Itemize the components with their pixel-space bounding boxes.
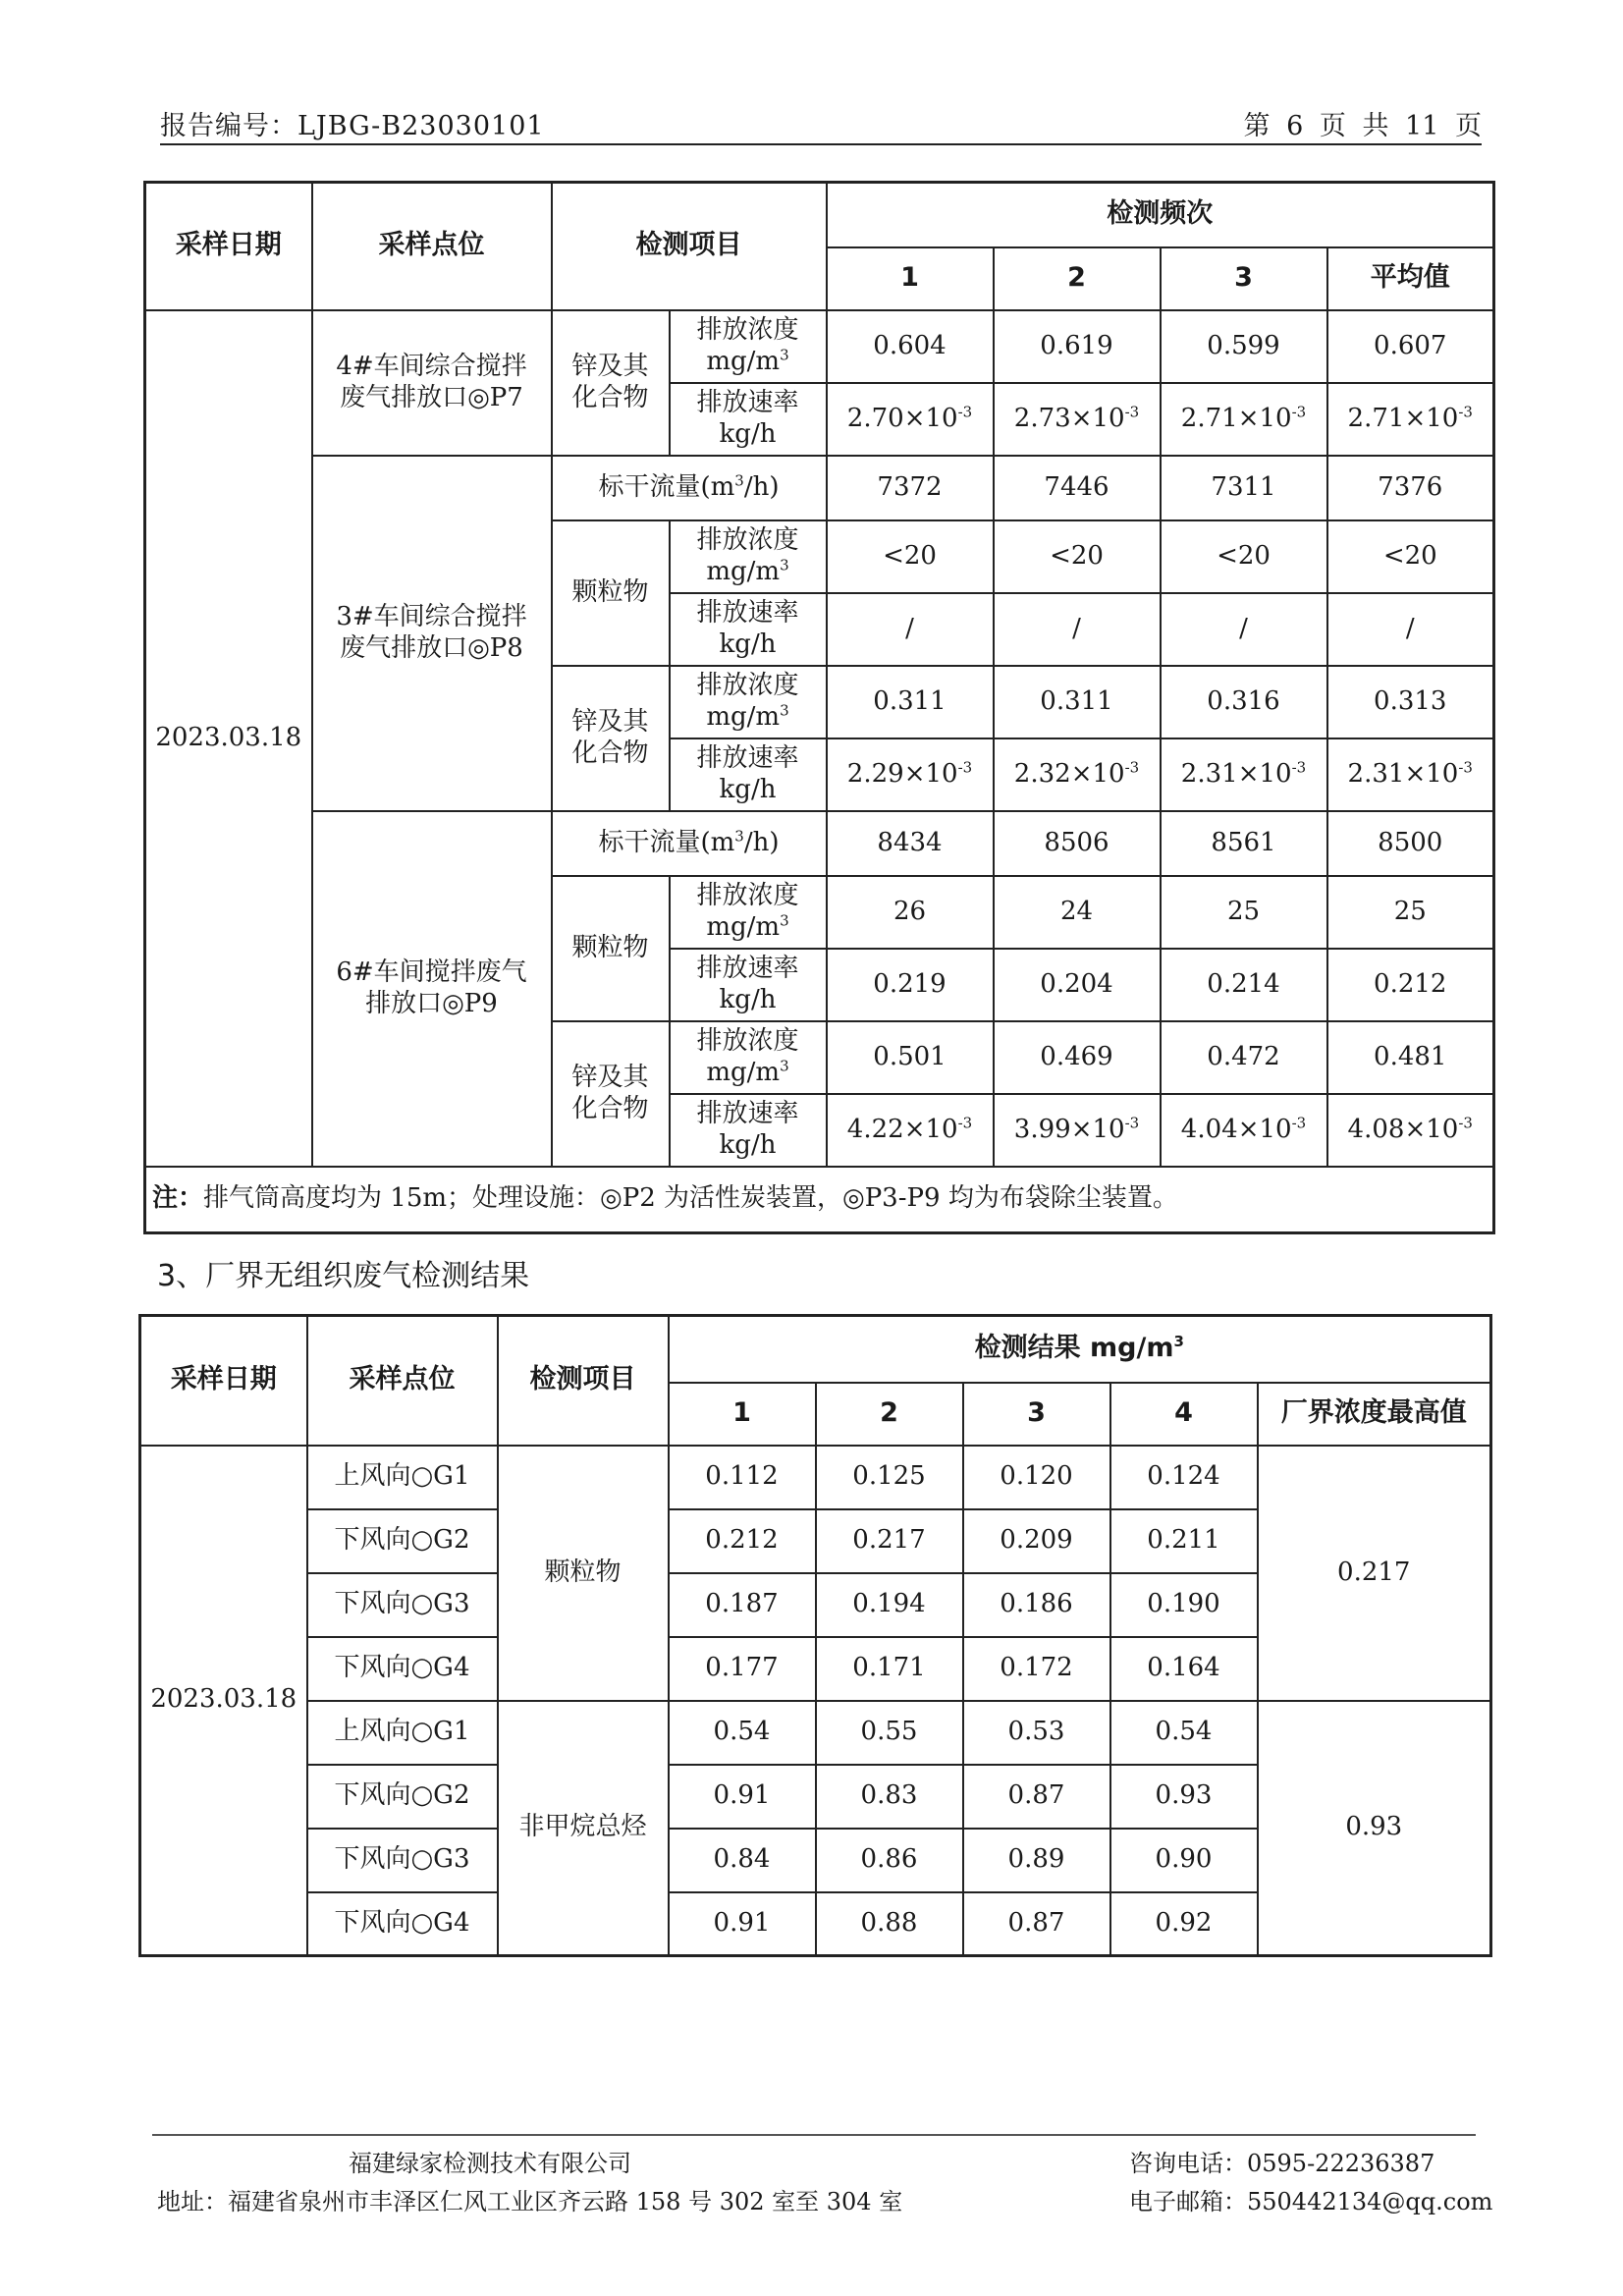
value: 7446 [994,456,1161,520]
value: 0.89 [963,1829,1110,1892]
item-particulate: 颗粒物 [552,520,670,666]
header-run-2: 2 [816,1383,963,1446]
value: 0.212 [1327,949,1494,1021]
value: 0.313 [1327,666,1494,738]
value: $4.04\times 10^{-3}$ [1161,1094,1327,1167]
value: $2.31\times 10^{-3}$ [1327,738,1494,811]
value: 0.164 [1110,1637,1258,1701]
header-result: 检测结果 $mg/m^3$ [669,1316,1491,1383]
label-rate: 排放速率 kg/h [670,593,827,666]
value: $2.71\times 10^{-3}$ [1161,383,1327,456]
point: 下风向○G2 [307,1509,498,1573]
value: 0.91 [669,1892,816,1956]
value: 0.481 [1327,1021,1494,1094]
value: $4.22\times 10^{-3}$ [827,1094,994,1167]
item-particulate: 颗粒物 [498,1446,669,1701]
value: 0.93 [1110,1765,1258,1829]
value: 7311 [1161,456,1327,520]
value: 0.186 [963,1573,1110,1637]
label-rate: 排放速率 kg/h [670,1094,827,1167]
value: $2.31\times 10^{-3}$ [1161,738,1327,811]
value: 0.316 [1161,666,1327,738]
value: $2.70\times 10^{-3}$ [827,383,994,456]
value: 0.55 [816,1701,963,1765]
value: 0.194 [816,1573,963,1637]
header-date: 采样日期 [145,183,312,310]
page-indicator: 第 6 页 共 11 页 [1243,111,1482,141]
value: / [994,593,1161,666]
max-value: 0.217 [1258,1446,1491,1701]
point: 下风向○G2 [307,1765,498,1829]
label-rate: 排放速率 kg/h [670,949,827,1021]
value: 0.212 [669,1509,816,1573]
value: 0.604 [827,310,994,383]
sample-date: 2023.03.18 [140,1446,307,1956]
value: 0.607 [1327,310,1494,383]
point-p8: 3#车间综合搅拌废气排放口◎P8 [312,456,552,811]
value: 0.599 [1161,310,1327,383]
value: 0.91 [669,1765,816,1829]
label-concentration: 排放浓度 $mg/m^3$ [670,666,827,738]
header-run-2: 2 [994,247,1161,310]
point-p9: 6#车间搅拌废气排放口◎P9 [312,811,552,1167]
point: 下风向○G4 [307,1637,498,1701]
value: 0.112 [669,1446,816,1509]
value: 8561 [1161,811,1327,876]
value: 0.88 [816,1892,963,1956]
footer-email: 电子邮箱：550442134@qq.com [1129,2188,1493,2215]
value: 0.619 [994,310,1161,383]
value: 0.219 [827,949,994,1021]
point: 下风向○G3 [307,1573,498,1637]
header-run-3: 3 [1161,247,1327,310]
footer-phone: 咨询电话：0595-22236387 [1129,2150,1435,2177]
value: $3.99\times 10^{-3}$ [994,1094,1161,1167]
value: <20 [994,520,1161,593]
value: 0.54 [1110,1701,1258,1765]
header-max: 厂界浓度最高值 [1258,1383,1491,1446]
value: 0.204 [994,949,1161,1021]
max-value: 0.93 [1258,1701,1491,1956]
label-rate: 排放速率 kg/h [670,383,827,456]
value: 0.311 [827,666,994,738]
header-run-3: 3 [963,1383,1110,1446]
value: / [1327,593,1494,666]
value: <20 [1161,520,1327,593]
label-flow: 标干流量$(m^3/h)$ [552,811,827,876]
value: 0.171 [816,1637,963,1701]
value: $2.32\times 10^{-3}$ [994,738,1161,811]
value: / [827,593,994,666]
header-average: 平均值 [1327,247,1494,310]
point: 下风向○G3 [307,1829,498,1892]
value: 0.84 [669,1829,816,1892]
header-point: 采样点位 [307,1316,498,1446]
item-zinc: 锌及其化合物 [552,1021,670,1167]
value: 0.92 [1110,1892,1258,1956]
value: 0.90 [1110,1829,1258,1892]
value: 0.124 [1110,1446,1258,1509]
header-point: 采样点位 [312,183,552,310]
page-header [160,100,1482,145]
value: 0.211 [1110,1509,1258,1573]
value: 0.187 [669,1573,816,1637]
header-date: 采样日期 [140,1316,307,1446]
value: 0.177 [669,1637,816,1701]
header-item: 检测项目 [552,183,827,310]
point-p7: 4#车间综合搅拌废气排放口◎P7 [312,310,552,456]
label-flow: 标干流量$(m^3/h)$ [552,456,827,520]
footer-address: 地址：福建省泉州市丰泽区仁风工业区齐云路 158 号 302 室至 304 室 [157,2188,903,2215]
label-concentration: 排放浓度 $mg/m^3$ [670,520,827,593]
value: 0.54 [669,1701,816,1765]
header-run-1: 1 [669,1383,816,1446]
value: 8434 [827,811,994,876]
label-concentration: 排放浓度 $mg/m^3$ [670,876,827,949]
value: 0.87 [963,1765,1110,1829]
value: 0.469 [994,1021,1161,1094]
value: $2.73\times 10^{-3}$ [994,383,1161,456]
label-concentration: 排放浓度 $mg/m^3$ [670,1021,827,1094]
value: 25 [1161,876,1327,949]
value: 0.190 [1110,1573,1258,1637]
header-item: 检测项目 [498,1316,669,1446]
value: $2.29\times 10^{-3}$ [827,738,994,811]
label-concentration: 排放浓度 $mg/m^3$ [670,310,827,383]
value: 26 [827,876,994,949]
value: $4.08\times 10^{-3}$ [1327,1094,1494,1167]
report-number: 报告编号：LJBG-B23030101 [160,111,545,141]
value: 0.120 [963,1446,1110,1509]
sample-date: 2023.03.18 [145,310,312,1167]
item-particulate: 颗粒物 [552,876,670,1021]
value: 8506 [994,811,1161,876]
table-note: 注：排气筒高度均为 15m；处理设施：◎P2 为活性炭装置，◎P3-P9 均为布袋除尘装置。 [145,1167,1494,1233]
value: 0.472 [1161,1021,1327,1094]
value: <20 [827,520,994,593]
value: $2.71\times 10^{-3}$ [1327,383,1494,456]
value: 0.501 [827,1021,994,1094]
point: 上风向○G1 [307,1446,498,1509]
value: 7372 [827,456,994,520]
value: 0.209 [963,1509,1110,1573]
point: 下风向○G4 [307,1892,498,1956]
value: / [1161,593,1327,666]
value: 0.86 [816,1829,963,1892]
item-nmhc: 非甲烷总烃 [498,1701,669,1956]
header-run-4: 4 [1110,1383,1258,1446]
value: 8500 [1327,811,1494,876]
value: 0.83 [816,1765,963,1829]
section-heading: 3、厂界无组织废气检测结果 [157,1259,530,1293]
value: 7376 [1327,456,1494,520]
point: 上风向○G1 [307,1701,498,1765]
value: <20 [1327,520,1494,593]
header-run-1: 1 [827,247,994,310]
footer-company: 福建绿家检测技术有限公司 [349,2150,631,2177]
emission-table [143,181,1495,1234]
item-zinc: 锌及其化合物 [552,666,670,811]
value: 0.217 [816,1509,963,1573]
label-rate: 排放速率 kg/h [670,738,827,811]
value: 0.125 [816,1446,963,1509]
value: 0.53 [963,1701,1110,1765]
value: 25 [1327,876,1494,949]
value: 0.172 [963,1637,1110,1701]
value: 0.311 [994,666,1161,738]
fugitive-emission-table [138,1314,1492,1957]
header-frequency: 检测频次 [827,183,1494,247]
value: 0.214 [1161,949,1327,1021]
item-zinc: 锌及其化合物 [552,310,670,456]
value: 0.87 [963,1892,1110,1956]
footer-divider [152,2134,1476,2136]
value: 24 [994,876,1161,949]
